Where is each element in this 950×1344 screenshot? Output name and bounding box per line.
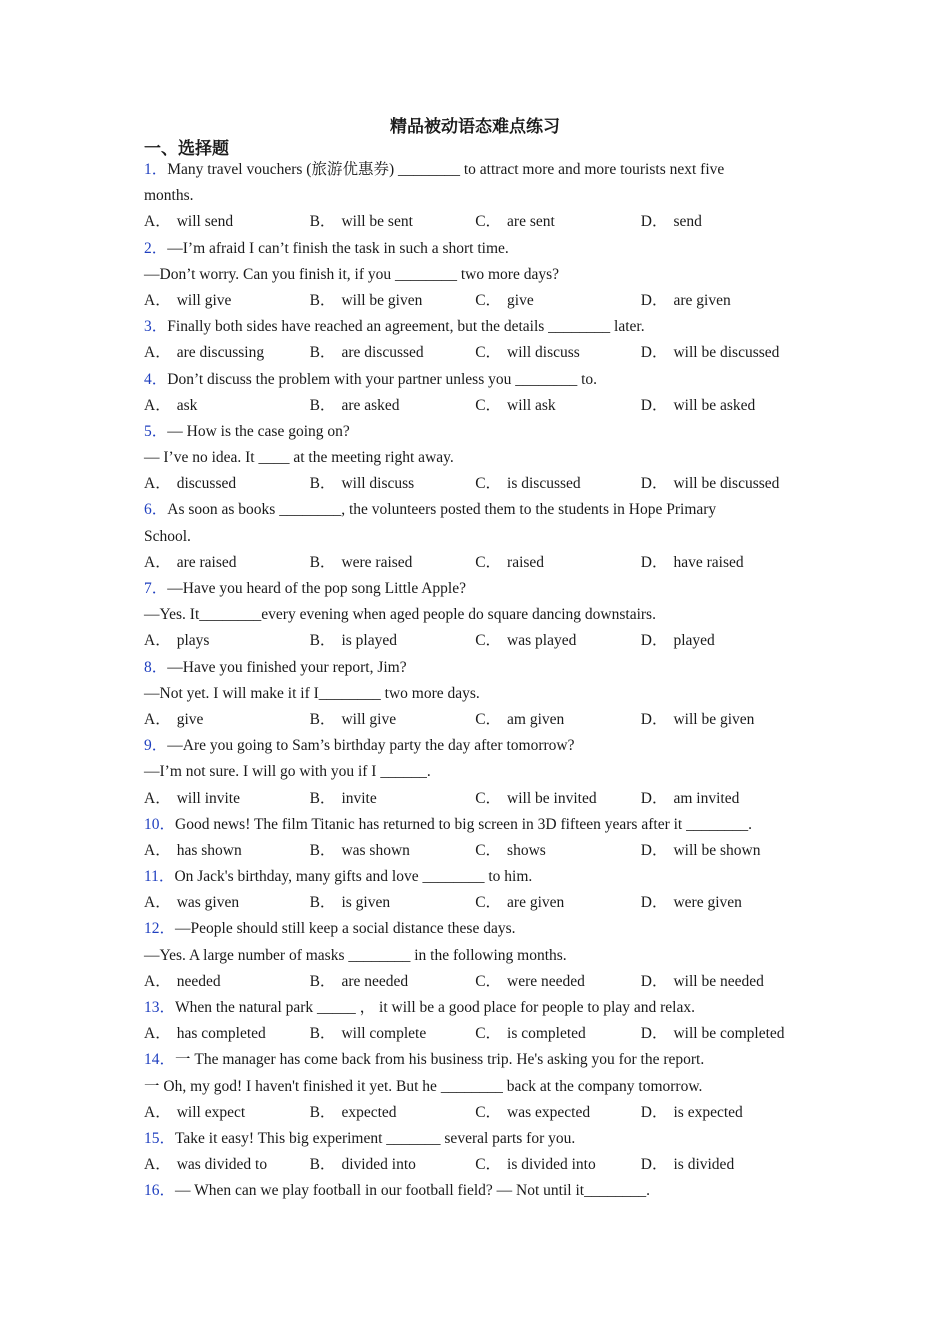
option-letter: D． — [640, 344, 668, 362]
option-text: has shown — [176, 841, 242, 859]
option-text: are given — [507, 894, 565, 912]
option-letter: D． — [640, 475, 668, 493]
answer-option[interactable] — [144, 707, 310, 733]
answer-option[interactable] — [475, 969, 641, 995]
option-text: were needed — [507, 972, 585, 990]
option-letter: A． — [144, 344, 171, 362]
option-text: are given — [673, 291, 731, 309]
question-line — [144, 995, 814, 1021]
question-text: —Have you heard of the pop song Little Apple? — [167, 580, 466, 597]
answer-option[interactable] — [310, 786, 476, 812]
option-text: will invite — [176, 789, 240, 807]
question-text: —I’m afraid I can’t finish the task in such a short time. — [167, 239, 509, 257]
question-line — [144, 812, 814, 838]
option-text: is expected — [673, 1103, 743, 1121]
option-letter: B． — [309, 475, 336, 493]
answer-option[interactable] — [641, 1100, 807, 1126]
option-text: divided into — [341, 1156, 416, 1174]
question-text: When the natural park _____ ， it will be a good place for people to play and relax. — [175, 999, 695, 1016]
question-line — [144, 943, 814, 969]
option-letter: A． — [144, 894, 171, 912]
answer-option[interactable] — [475, 890, 641, 916]
answer-option[interactable] — [144, 1100, 310, 1126]
question-15 — [144, 1126, 814, 1178]
option-letter: B． — [309, 344, 336, 362]
option-letter: A． — [144, 553, 171, 571]
option-text: ask — [176, 396, 198, 414]
question-text: months. — [144, 187, 194, 205]
question-line — [144, 157, 814, 183]
question-line — [144, 314, 814, 340]
question-number: 8． — [144, 658, 168, 676]
question-number: 16． — [144, 1182, 176, 1200]
question-number: 7． — [144, 580, 168, 597]
option-text: will be given — [341, 291, 423, 309]
answer-option[interactable] — [310, 969, 476, 995]
option-text: is divided — [673, 1156, 735, 1174]
answer-options — [144, 838, 814, 864]
option-text: is discussed — [507, 475, 581, 493]
question-text: —Yes. It________every evening when aged people do square dancing downstairs. — [144, 606, 656, 624]
answer-option[interactable] — [641, 340, 807, 366]
option-letter: D． — [640, 710, 668, 728]
answer-option[interactable] — [641, 1152, 807, 1178]
option-letter: C． — [475, 710, 502, 728]
option-letter: C． — [475, 553, 502, 571]
option-letter: B． — [309, 213, 336, 231]
option-text: give — [176, 710, 204, 728]
question-text: As soon as books ________, the volunteers posted them to the students in Hope Primary — [167, 501, 717, 519]
option-text: invite — [341, 789, 377, 807]
option-letter: D． — [640, 789, 668, 807]
question-number: 1． — [144, 161, 168, 178]
answer-option[interactable] — [310, 838, 476, 864]
question-text: — When can we play football in our football field? — Not until it________. — [175, 1182, 650, 1200]
question-list — [144, 157, 814, 1205]
question-number: 13． — [144, 999, 176, 1016]
option-text: is given — [341, 894, 391, 912]
question-line — [144, 759, 814, 785]
option-text: have raised — [673, 553, 744, 571]
question-text: Many travel vouchers (旅游优惠券) ________ to attract more and more tourists next five — [167, 161, 725, 178]
question-text: Take it easy! This big experiment _______ several parts for you. — [175, 1129, 576, 1147]
answer-option[interactable] — [144, 340, 310, 366]
question-1 — [144, 157, 814, 236]
answer-option[interactable] — [475, 1152, 641, 1178]
answer-option[interactable] — [310, 340, 476, 366]
option-text: was played — [507, 632, 577, 650]
question-13 — [144, 995, 814, 1047]
option-text: will send — [176, 213, 234, 231]
option-text: will be shown — [673, 841, 761, 859]
answer-options — [144, 393, 814, 419]
answer-option[interactable] — [475, 340, 641, 366]
option-text: has completed — [176, 1025, 266, 1043]
question-line — [144, 183, 814, 209]
answer-option[interactable] — [641, 288, 807, 314]
option-text: expected — [341, 1103, 397, 1121]
option-text: give — [507, 291, 534, 309]
question-line — [144, 916, 814, 942]
option-letter: A． — [144, 213, 171, 231]
option-letter: B． — [309, 972, 336, 990]
option-text: will give — [176, 291, 232, 309]
question-line — [144, 602, 814, 628]
option-letter: D． — [640, 972, 668, 990]
option-letter: C． — [475, 1156, 502, 1174]
option-text: are needed — [341, 972, 409, 990]
question-number: 14． — [144, 1051, 176, 1069]
answer-option[interactable] — [641, 471, 807, 497]
question-line — [144, 236, 814, 262]
question-6 — [144, 497, 814, 576]
question-number: 12． — [144, 920, 176, 938]
answer-option[interactable] — [475, 288, 641, 314]
option-letter: D． — [640, 632, 668, 650]
option-letter: D． — [640, 894, 668, 912]
question-text: Finally both sides have reached an agreement, but the details ________ later. — [167, 318, 645, 336]
question-line — [144, 524, 814, 550]
option-text: were raised — [341, 553, 413, 571]
option-text: will discuss — [507, 344, 580, 362]
question-number: 3． — [144, 318, 168, 336]
option-letter: C． — [475, 789, 502, 807]
option-letter: A． — [144, 475, 171, 493]
option-text: will give — [341, 710, 397, 728]
option-text: shows — [507, 841, 546, 859]
option-text: are raised — [176, 553, 237, 571]
option-letter: D． — [640, 1103, 668, 1121]
option-letter: D． — [640, 553, 668, 571]
answer-option[interactable] — [310, 550, 476, 576]
answer-option[interactable] — [144, 786, 310, 812]
question-number: 10． — [144, 815, 176, 833]
question-text: Good news! The film Titanic has returned to big screen in 3D fifteen years after it ________. — [175, 815, 752, 833]
option-letter: D． — [640, 1156, 668, 1174]
option-text: will complete — [341, 1025, 427, 1043]
option-letter: C． — [475, 475, 502, 493]
option-text: will be asked — [673, 396, 756, 414]
option-letter: A． — [144, 972, 171, 990]
option-text: are sent — [507, 213, 555, 231]
question-8 — [144, 655, 814, 734]
option-letter: B． — [309, 1025, 336, 1043]
option-letter: C． — [475, 1103, 502, 1121]
answer-option[interactable] — [641, 786, 807, 812]
option-letter: D． — [640, 1025, 668, 1043]
answer-options — [144, 209, 814, 235]
answer-option[interactable] — [475, 393, 641, 419]
question-3 — [144, 314, 814, 366]
option-text: discussed — [176, 475, 237, 493]
question-line — [144, 655, 814, 681]
answer-option[interactable] — [641, 628, 807, 654]
option-text: will be sent — [341, 213, 413, 231]
question-line — [144, 1126, 814, 1152]
option-text: were given — [673, 894, 742, 912]
answer-option[interactable] — [641, 838, 807, 864]
answer-option[interactable] — [144, 1021, 310, 1047]
option-text: are discussed — [341, 344, 424, 362]
option-letter: A． — [144, 789, 171, 807]
answer-option[interactable] — [475, 471, 641, 497]
question-line — [144, 262, 814, 288]
option-letter: B． — [309, 632, 336, 650]
question-12 — [144, 916, 814, 995]
option-letter: B． — [309, 841, 336, 859]
answer-option[interactable] — [641, 890, 807, 916]
question-text: —People should still keep a social distance these days. — [175, 920, 516, 938]
answer-option[interactable] — [144, 471, 310, 497]
option-letter: C． — [475, 972, 502, 990]
question-16 — [144, 1178, 814, 1204]
option-text: will be needed — [673, 972, 764, 990]
question-line — [144, 497, 814, 523]
section-heading: 一、选择题 — [144, 139, 229, 159]
option-text: was shown — [341, 841, 410, 859]
question-11 — [144, 864, 814, 916]
question-line — [144, 1047, 814, 1073]
option-text: are asked — [341, 396, 400, 414]
option-letter: A． — [144, 291, 171, 309]
page-title: 精品被动语态难点练习 — [390, 117, 560, 137]
answer-options — [144, 786, 814, 812]
answer-option[interactable] — [310, 288, 476, 314]
question-text: —Not yet. I will make it if I________ two more days. — [144, 684, 480, 702]
answer-options — [144, 707, 814, 733]
question-text: —I’m not sure. I will go with you if I ______. — [144, 763, 431, 781]
answer-option[interactable] — [144, 393, 310, 419]
answer-option[interactable] — [475, 1100, 641, 1126]
answer-option[interactable] — [310, 628, 476, 654]
option-letter: A． — [144, 841, 171, 859]
option-text: plays — [176, 632, 210, 650]
question-line — [144, 1178, 814, 1204]
question-number: 2． — [144, 239, 168, 257]
question-text: School. — [144, 527, 191, 545]
question-4 — [144, 367, 814, 419]
question-line — [144, 576, 814, 602]
question-2 — [144, 236, 814, 315]
question-line — [144, 367, 814, 393]
option-letter: B． — [309, 291, 336, 309]
answer-option[interactable] — [475, 707, 641, 733]
question-5 — [144, 419, 814, 498]
answer-option[interactable] — [641, 1021, 807, 1047]
question-text: —Don’t worry. Can you finish it, if you ________ two more days? — [144, 265, 560, 283]
question-9 — [144, 733, 814, 812]
answer-option[interactable] — [641, 393, 807, 419]
option-text: am invited — [673, 789, 740, 807]
answer-option[interactable] — [310, 707, 476, 733]
answer-option[interactable] — [310, 1021, 476, 1047]
option-letter: B． — [309, 789, 336, 807]
option-text: will discuss — [341, 475, 415, 493]
answer-option[interactable] — [144, 209, 310, 235]
answer-option[interactable] — [475, 786, 641, 812]
answer-options — [144, 1021, 814, 1047]
option-letter: D． — [640, 841, 668, 859]
question-text: —Have you finished your report, Jim? — [167, 658, 407, 676]
answer-option[interactable] — [310, 471, 476, 497]
question-line — [144, 733, 814, 759]
option-letter: A． — [144, 396, 171, 414]
question-14 — [144, 1047, 814, 1126]
option-text: was divided to — [176, 1156, 268, 1174]
answer-option[interactable] — [144, 288, 310, 314]
question-number: 5． — [144, 422, 168, 440]
answer-option[interactable] — [641, 550, 807, 576]
question-text: Don’t discuss the problem with your partner unless you ________ to. — [167, 370, 598, 388]
option-letter: C． — [475, 291, 502, 309]
option-text: was given — [176, 894, 240, 912]
option-letter: A． — [144, 1156, 171, 1174]
answer-option[interactable] — [475, 550, 641, 576]
answer-option[interactable] — [475, 628, 641, 654]
answer-options — [144, 969, 814, 995]
question-line — [144, 864, 814, 890]
question-text: On Jack's birthday, many gifts and love ________ to him. — [174, 868, 533, 886]
answer-options — [144, 1152, 814, 1178]
question-number: 11． — [144, 868, 175, 886]
question-text: 一 Oh, my god! I haven't finished it yet. But he ________ back at the company tomorrow. — [144, 1077, 703, 1095]
option-text: will ask — [507, 396, 556, 414]
option-letter: B． — [309, 894, 336, 912]
answer-option[interactable] — [310, 1152, 476, 1178]
question-line — [144, 419, 814, 445]
option-letter: C． — [475, 344, 502, 362]
answer-option[interactable] — [310, 1100, 476, 1126]
option-letter: D． — [640, 213, 668, 231]
option-text: will be discussed — [673, 344, 780, 362]
answer-option[interactable] — [144, 838, 310, 864]
question-10 — [144, 812, 814, 864]
option-letter: B． — [309, 710, 336, 728]
answer-options — [144, 340, 814, 366]
question-line — [144, 1074, 814, 1100]
answer-options — [144, 890, 814, 916]
answer-options — [144, 628, 814, 654]
question-line — [144, 681, 814, 707]
answer-options — [144, 550, 814, 576]
option-text: is completed — [507, 1025, 586, 1043]
option-letter: D． — [640, 291, 668, 309]
answer-option[interactable] — [641, 969, 807, 995]
question-line — [144, 445, 814, 471]
answer-option[interactable] — [310, 393, 476, 419]
question-number: 15． — [144, 1129, 176, 1147]
option-letter: D． — [640, 396, 668, 414]
option-letter: A． — [144, 1103, 171, 1121]
option-text: will be invited — [507, 789, 597, 807]
answer-option[interactable] — [475, 209, 641, 235]
option-text: played — [673, 632, 715, 650]
answer-options — [144, 1100, 814, 1126]
option-text: will be discussed — [673, 475, 780, 493]
answer-option[interactable] — [475, 1021, 641, 1047]
option-letter: B． — [309, 396, 336, 414]
option-text: am given — [507, 710, 565, 728]
question-text: — I’ve no idea. It ____ at the meeting right away. — [144, 449, 454, 467]
option-text: will be completed — [673, 1025, 785, 1043]
question-number: 4． — [144, 370, 168, 388]
option-letter: B． — [309, 1103, 336, 1121]
option-text: are discussing — [176, 344, 265, 362]
question-text: 一 The manager has come back from his business trip. He's asking you for the report. — [175, 1051, 705, 1069]
question-7 — [144, 576, 814, 655]
option-letter: C． — [475, 396, 502, 414]
option-letter: B． — [309, 553, 336, 571]
question-text: — How is the case going on? — [167, 422, 350, 440]
answer-option[interactable] — [310, 209, 476, 235]
option-text: will expect — [176, 1103, 246, 1121]
answer-option[interactable] — [475, 838, 641, 864]
option-text: will be given — [673, 710, 755, 728]
answer-option[interactable] — [144, 890, 310, 916]
option-text: send — [673, 213, 702, 231]
answer-options — [144, 288, 814, 314]
option-letter: C． — [475, 894, 502, 912]
question-text: —Yes. A large number of masks ________ in the following months. — [144, 946, 567, 964]
answer-option[interactable] — [144, 628, 310, 654]
option-letter: C． — [475, 841, 502, 859]
option-letter: C． — [475, 213, 502, 231]
option-text: is played — [341, 632, 397, 650]
option-letter: C． — [475, 1025, 502, 1043]
option-text: is divided into — [507, 1156, 596, 1174]
question-number: 9． — [144, 737, 168, 755]
option-letter: A． — [144, 710, 171, 728]
option-text: needed — [176, 972, 221, 990]
question-text: —Are you going to Sam’s birthday party the day after tomorrow? — [167, 737, 575, 755]
question-number: 6． — [144, 501, 168, 519]
option-text: raised — [507, 553, 545, 571]
option-letter: A． — [144, 1025, 171, 1043]
answer-options — [144, 471, 814, 497]
answer-option[interactable] — [641, 209, 807, 235]
option-text: was expected — [507, 1103, 591, 1121]
answer-option[interactable] — [144, 1152, 310, 1178]
answer-option[interactable] — [310, 890, 476, 916]
answer-option[interactable] — [144, 969, 310, 995]
answer-option[interactable] — [144, 550, 310, 576]
answer-option[interactable] — [641, 707, 807, 733]
option-letter: C． — [475, 632, 502, 650]
option-letter: B． — [309, 1156, 336, 1174]
option-letter: A． — [144, 632, 171, 650]
